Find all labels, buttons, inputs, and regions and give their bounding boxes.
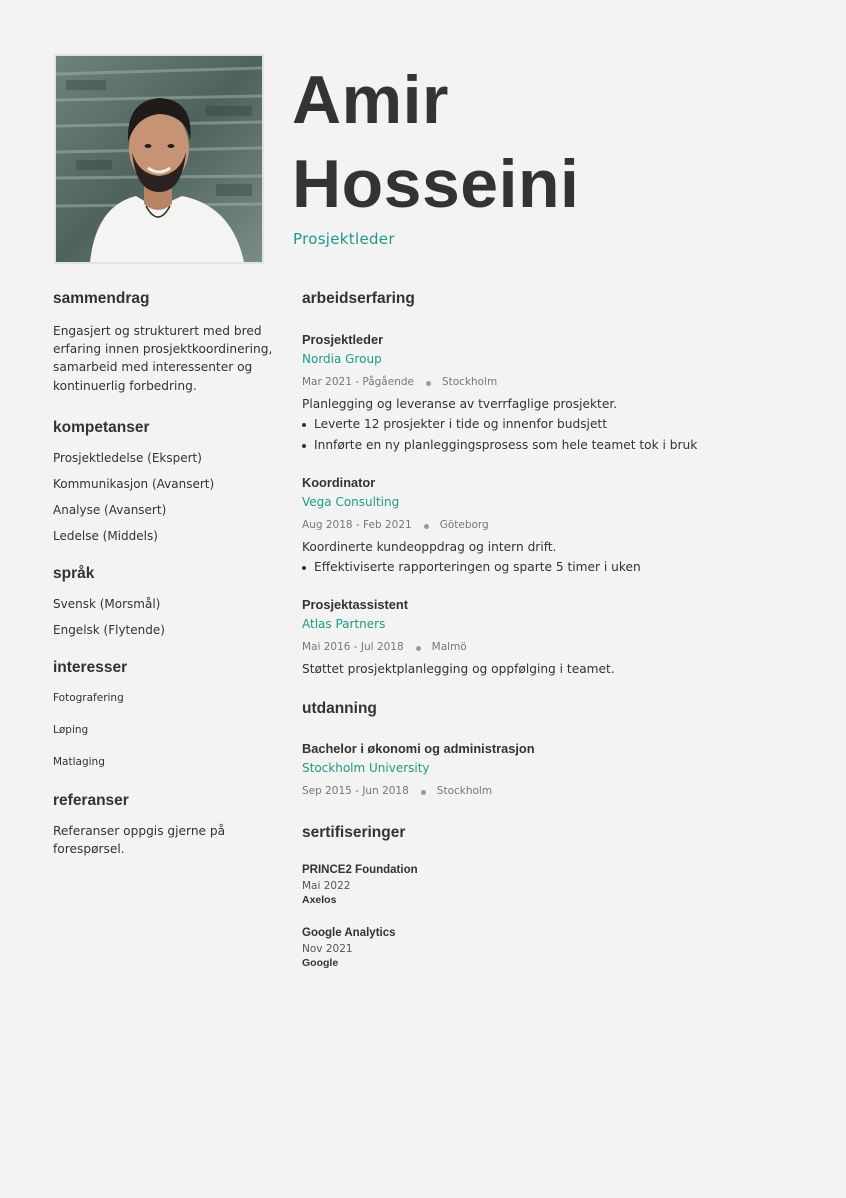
languages-heading: språk bbox=[53, 564, 95, 582]
job-meta bbox=[302, 641, 822, 653]
interest-item: Fotografering bbox=[53, 691, 124, 704]
certification-entry bbox=[302, 927, 822, 969]
job-achievements bbox=[302, 414, 822, 456]
job-dates: Aug 2018 - Feb 2021 bbox=[302, 519, 412, 531]
job-location: Malmö bbox=[431, 641, 467, 653]
job-entry bbox=[302, 597, 822, 676]
company-name: Nordia Group bbox=[302, 352, 382, 366]
job-title-header: Prosjektleder bbox=[293, 230, 395, 248]
skills-section bbox=[53, 419, 273, 549]
references-heading: referanser bbox=[53, 791, 129, 809]
job-location: Göteborg bbox=[439, 519, 489, 531]
interests-section bbox=[53, 659, 273, 778]
certification-name: PRINCE2 Foundation bbox=[302, 864, 418, 876]
language-item: Engelsk (Flytende) bbox=[53, 622, 165, 637]
education-entry bbox=[302, 741, 822, 797]
school-name: Stockholm University bbox=[302, 761, 430, 775]
education-dates: Sep 2015 - Jun 2018 bbox=[302, 785, 409, 797]
job-meta bbox=[302, 376, 822, 388]
education-section bbox=[302, 700, 822, 797]
skill-item: Ledelse (Middels) bbox=[53, 528, 158, 543]
languages-section bbox=[53, 565, 273, 643]
certification-entry bbox=[302, 864, 822, 906]
certification-issuer: Google bbox=[302, 957, 339, 969]
job-description: Planlegging og leveranse av tverrfaglige prosjekter. bbox=[302, 397, 618, 411]
skill-item: Analyse (Avansert) bbox=[53, 502, 167, 517]
education-meta bbox=[302, 785, 822, 797]
job-title: Koordinator bbox=[302, 475, 376, 490]
first-name: Amir bbox=[292, 62, 449, 138]
education-location: Stockholm bbox=[436, 785, 493, 797]
certifications-section bbox=[302, 824, 822, 969]
job-entry bbox=[302, 475, 822, 578]
certifications-heading: sertifiseringer bbox=[302, 824, 406, 841]
certification-date: Mai 2022 bbox=[302, 880, 351, 892]
achievement-item: Innførte en ny planleggingsprosess som hele teamet tok i bruk bbox=[314, 435, 822, 456]
certification-issuer: Axelos bbox=[302, 894, 337, 906]
job-dates: Mar 2021 - Pågående bbox=[302, 376, 414, 388]
job-dates: Mai 2016 - Jul 2018 bbox=[302, 641, 404, 653]
profile-photo bbox=[54, 54, 264, 264]
sidebar bbox=[53, 290, 273, 858]
summary-heading: sammendrag bbox=[53, 290, 150, 307]
company-name: Vega Consulting bbox=[302, 495, 400, 509]
job-location: Stockholm bbox=[441, 376, 498, 388]
experience-section bbox=[302, 290, 822, 676]
references-text: Referanser oppgis gjerne på forespørsel. bbox=[53, 823, 226, 857]
language-item: Svensk (Morsmål) bbox=[53, 596, 161, 611]
job-meta bbox=[302, 519, 822, 531]
job-description: Koordinerte kundeoppdrag og intern drift. bbox=[302, 540, 557, 554]
interest-item: Matlaging bbox=[53, 755, 105, 768]
separator-dot-icon bbox=[424, 524, 429, 529]
separator-dot-icon bbox=[426, 381, 431, 386]
education-heading: utdanning bbox=[302, 700, 377, 717]
job-description: Støttet prosjektplanlegging og oppfølging i teamet. bbox=[302, 662, 615, 676]
job-title: Prosjektassistent bbox=[302, 597, 408, 612]
certification-name: Google Analytics bbox=[302, 927, 396, 939]
skills-heading: kompetanser bbox=[53, 418, 150, 436]
job-achievements bbox=[302, 557, 822, 578]
references-section bbox=[53, 792, 273, 858]
summary-text: Engasjert og strukturert med bred erfaring innen prosjektkoordinering, samarbeid med interessenter og kontinuerlig forbedring. bbox=[53, 324, 273, 393]
main-content bbox=[302, 290, 822, 969]
certification-date: Nov 2021 bbox=[302, 943, 353, 955]
achievement-item: Leverte 12 prosjekter i tide og innenfor budsjett bbox=[314, 414, 822, 435]
summary-section bbox=[53, 290, 273, 395]
achievement-item: Effektiviserte rapporteringen og sparte 5 timer i uken bbox=[314, 557, 822, 578]
separator-dot-icon bbox=[416, 646, 421, 651]
candidate-name bbox=[292, 58, 579, 226]
job-title: Prosjektleder bbox=[302, 332, 384, 347]
skill-item: Kommunikasjon (Avansert) bbox=[53, 476, 215, 491]
interest-item: Løping bbox=[53, 723, 89, 736]
interests-heading: interesser bbox=[53, 658, 128, 676]
skill-item: Prosjektledelse (Ekspert) bbox=[53, 450, 202, 465]
degree: Bachelor i økonomi og administrasjon bbox=[302, 741, 535, 756]
company-name: Atlas Partners bbox=[302, 617, 386, 631]
separator-dot-icon bbox=[421, 790, 426, 795]
experience-heading: arbeidserfaring bbox=[302, 290, 415, 307]
last-name: Hosseini bbox=[292, 146, 580, 222]
job-entry bbox=[302, 332, 822, 456]
